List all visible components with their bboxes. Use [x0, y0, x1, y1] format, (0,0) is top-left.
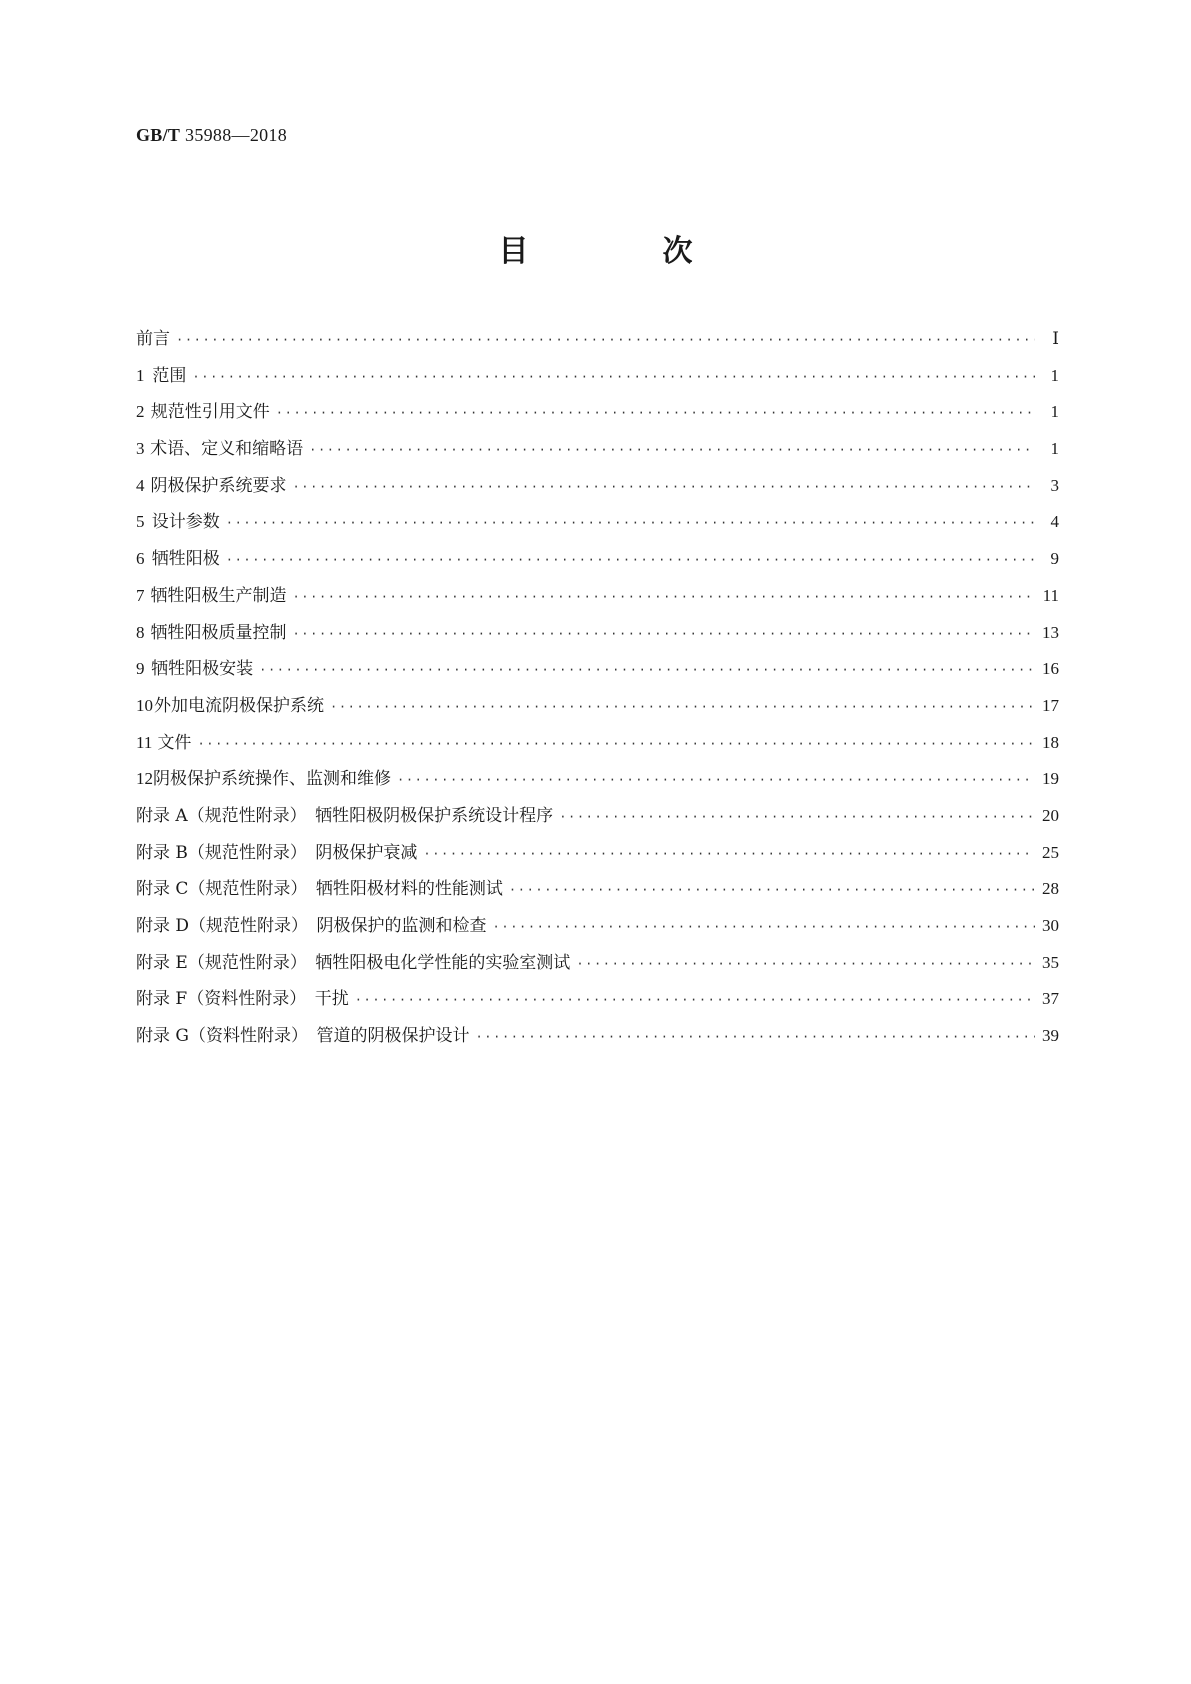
toc-entry-page: 28: [1042, 879, 1059, 899]
toc-entry-page: 13: [1042, 622, 1059, 642]
toc-entry-3[interactable]: [136, 434, 1059, 471]
toc-entry-page: 4: [1050, 512, 1059, 532]
toc-entry-label: 牺牲阳极安装: [151, 659, 254, 680]
toc-entry-number: 6: [136, 549, 145, 569]
standard-number: [136, 125, 287, 146]
dot-leader: [509, 883, 1035, 897]
toc-entry-preface[interactable]: [136, 324, 1059, 361]
toc-entry-2[interactable]: [136, 397, 1059, 434]
toc-entry-number: 9: [136, 659, 145, 679]
dot-leader: [423, 847, 1035, 861]
toc-entry-9[interactable]: [136, 654, 1059, 691]
standard-code: 35988—2018: [185, 125, 288, 145]
toc-entry-label: 附录 D（规范性附录） 阴极保护的监测和检查: [136, 916, 487, 936]
dot-leader: [475, 1030, 1035, 1044]
toc-entry-5[interactable]: [136, 507, 1059, 544]
toc-entry-appendix-e[interactable]: [136, 948, 1059, 985]
toc-entry-page: 3: [1050, 475, 1059, 495]
toc-entry-number: 3: [136, 439, 145, 459]
toc-entry-page: 35: [1042, 952, 1059, 972]
toc-entry-page: 17: [1042, 695, 1059, 715]
dot-leader: [197, 737, 1035, 751]
toc-entry-appendix-f[interactable]: [136, 984, 1059, 1021]
toc-entry-1[interactable]: [136, 361, 1059, 398]
toc-entry-label: 附录 G（资料性附录） 管道的阴极保护设计: [136, 1026, 470, 1047]
toc-entry-label: 术语、定义和缩略语: [150, 439, 304, 460]
dot-leader: [330, 700, 1035, 714]
toc-entry-number: 12: [136, 769, 153, 789]
toc-entry-page: Ⅰ: [1052, 329, 1059, 348]
dot-leader: [292, 590, 1035, 604]
toc-entry-10[interactable]: [136, 691, 1059, 728]
toc-entry-appendix-d[interactable]: [136, 911, 1059, 948]
dot-leader: [176, 333, 1035, 347]
toc-entry-label: 设计参数: [151, 512, 220, 533]
toc-entry-appendix-c[interactable]: [136, 874, 1059, 911]
page-title: 目 次: [498, 234, 745, 269]
dot-leader: [192, 370, 1035, 384]
toc-entry-number: 7: [136, 585, 145, 605]
toc-entry-label: 附录 E（规范性附录） 牺牲阳极电化学性能的实验室测试: [136, 952, 571, 973]
toc-entry-label: 附录 C（规范性附录） 牺牲阳极材料的性能测试: [136, 879, 503, 900]
toc-entry-label: 阴极保护系统操作、监测和维修: [153, 769, 391, 790]
dot-leader: [276, 406, 1035, 420]
toc-entry-label: 规范性引用文件: [150, 402, 270, 423]
toc-entry-12[interactable]: [136, 764, 1059, 801]
toc-entry-number: 10: [136, 695, 153, 715]
toc-entry-6[interactable]: [136, 544, 1059, 581]
toc-entry-label: 牺牲阳极生产制造: [150, 585, 287, 606]
dot-leader: [309, 443, 1035, 457]
toc-entry-4[interactable]: [136, 471, 1059, 508]
toc-entry-number: 5: [136, 512, 145, 532]
toc-entry-appendix-a[interactable]: [136, 801, 1059, 838]
toc-entry-page: 19: [1042, 769, 1059, 789]
toc-entry-label: 文件: [157, 732, 192, 753]
toc-entry-page: 39: [1042, 1026, 1059, 1046]
toc-entry-number: 8: [136, 622, 145, 642]
toc-entry-11[interactable]: [136, 728, 1059, 765]
toc-entry-label: 牺牲阳极: [151, 549, 220, 570]
toc-entry-8[interactable]: [136, 618, 1059, 655]
toc-entry-label: 阴极保护系统要求: [150, 475, 287, 496]
toc-entry-label: 前言: [136, 329, 170, 349]
toc-entry-page: 30: [1042, 916, 1059, 935]
toc-entry-page: 1: [1050, 439, 1059, 459]
toc-entry-label: 范围: [152, 365, 187, 386]
toc-entry-label: 外加电流阴极保护系统: [154, 695, 325, 716]
toc-entry-page: 11: [1042, 585, 1059, 605]
toc-entry-page: 9: [1050, 549, 1059, 569]
toc-entry-label: 牺牲阳极质量控制: [150, 622, 287, 643]
toc-entry-page: 20: [1042, 805, 1059, 825]
dot-leader: [576, 957, 1035, 971]
toc-entry-page: 1: [1050, 365, 1059, 385]
dot-leader: [559, 810, 1035, 824]
toc-entry-page: 37: [1042, 989, 1059, 1009]
toc-entry-appendix-b[interactable]: [136, 838, 1059, 875]
dot-leader: [292, 627, 1035, 641]
toc-entry-page: 1: [1050, 402, 1059, 422]
dot-leader: [292, 480, 1035, 494]
table-of-contents: [136, 324, 1059, 1058]
toc-entry-7[interactable]: [136, 581, 1059, 618]
toc-entry-label: 附录 A（规范性附录） 牺牲阳极阴极保护系统设计程序: [136, 805, 554, 826]
toc-entry-page: 25: [1042, 842, 1059, 862]
toc-entry-number: 2: [136, 402, 145, 422]
dot-leader: [226, 553, 1035, 567]
toc-entry-label: 附录 B（规范性附录） 阴极保护衰减: [136, 842, 418, 863]
toc-entry-label: 附录 F（资料性附录） 干扰: [136, 989, 349, 1010]
toc-entry-number: 11: [136, 732, 153, 752]
dot-leader: [259, 663, 1035, 677]
toc-entry-number: 4: [136, 475, 145, 495]
toc-entry-page: 16: [1042, 659, 1059, 679]
dot-leader: [493, 920, 1035, 934]
dot-leader: [226, 516, 1035, 530]
toc-entry-number: 1: [136, 365, 145, 385]
standard-prefix: GB/T: [136, 125, 181, 145]
toc-entry-appendix-g[interactable]: [136, 1021, 1059, 1058]
dot-leader: [397, 773, 1035, 787]
toc-entry-page: 18: [1042, 732, 1059, 752]
dot-leader: [355, 993, 1035, 1007]
